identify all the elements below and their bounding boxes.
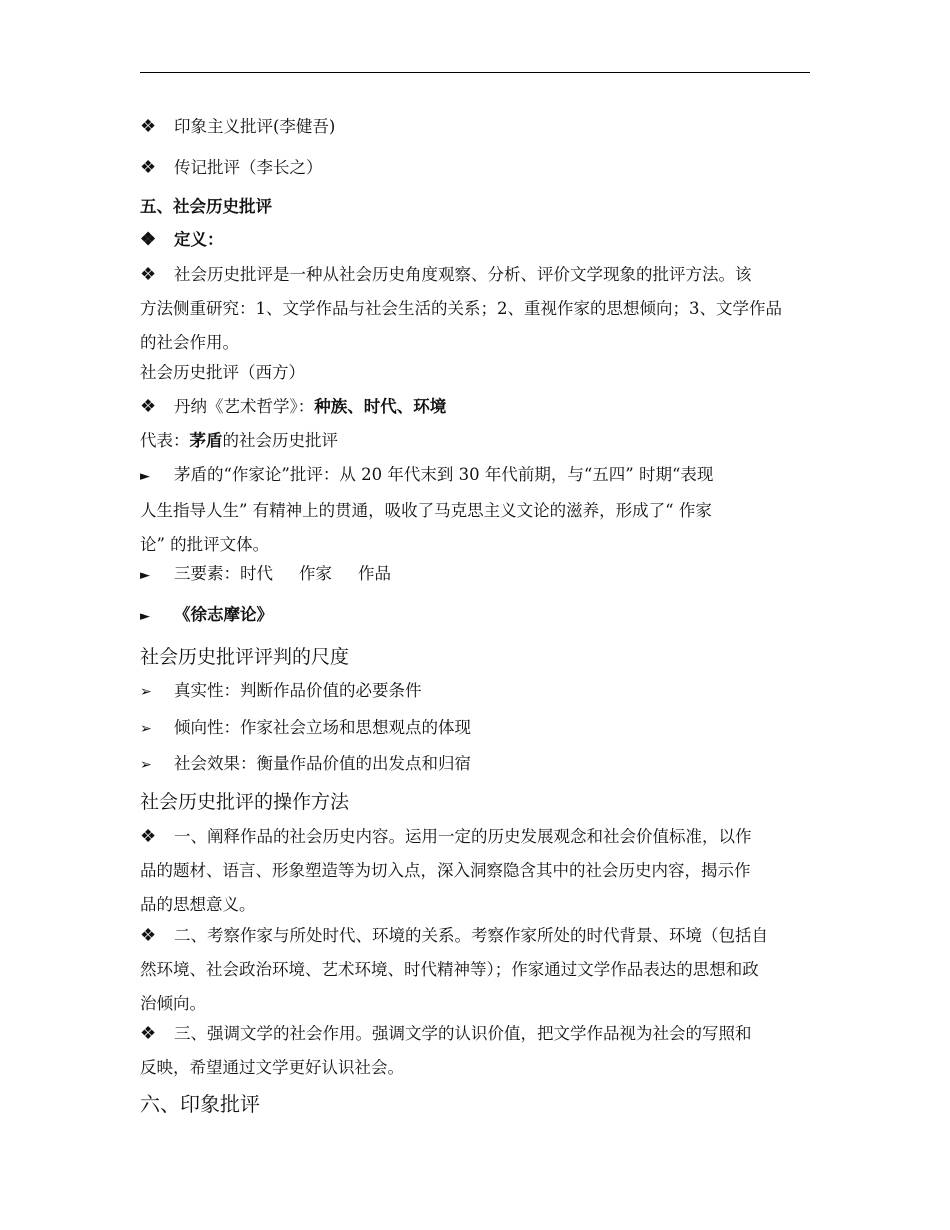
representative-line: 代表：茅盾的社会历史批评 — [140, 431, 338, 450]
diamond-bullet-icon: ❖ — [140, 826, 157, 847]
method-heading: 社会历史批评的操作方法 — [140, 791, 350, 813]
list-item: ❖ 印象主义批评(李健吾) — [140, 110, 812, 144]
scale-item: ➢ 社会效果：衡量作品价值的出发点和归宿 — [140, 747, 812, 782]
triangle-bullet-icon: ► — [140, 609, 150, 624]
diamond-bullet-icon: ❖ — [140, 1023, 157, 1044]
diamond-bullet-icon: ❖ — [140, 925, 157, 946]
diamond-bullet-icon: ❖ — [140, 157, 157, 178]
diamond-bullet-icon: ❖ — [140, 116, 157, 137]
header-rule — [140, 72, 810, 73]
triangle-bullet-icon: ► — [140, 469, 150, 484]
west-line: 社会历史批评（西方） — [140, 363, 305, 382]
triangle-bullet-icon: ► — [140, 568, 150, 583]
arrow-bullet-icon: ➢ — [140, 684, 152, 700]
scale-item: ➢ 倾向性：作家社会立场和思想观点的体现 — [140, 711, 812, 746]
three-elements-line: ► 三要素：时代 作家 作品 — [140, 557, 812, 593]
method-paragraph: ❖ 三、强调文学的社会作用。强调文学的认识价值，把文学作品视为社会的写照和 反映，希望通过文学更好认识社会。 — [140, 1017, 812, 1085]
diamond-bullet-icon: ❖ — [140, 396, 157, 417]
definition-paragraph: ❖ 社会历史批评是一种从社会历史角度观察、分析、评价文学现象的批评方法。该 方法侧重研究：1、文学作品与社会生活的关系；2、重视作家的思想倾向；3、文学作品 的社会作用。 — [140, 258, 812, 360]
definition-label: ❖ 定义： — [140, 223, 812, 257]
arrow-bullet-icon: ➢ — [140, 757, 152, 773]
scale-item: ➢ 真实性：判断作品价值的必要条件 — [140, 674, 812, 709]
diamond-bullet-icon: ❖ — [140, 229, 157, 250]
scale-heading: 社会历史批评评判的尺度 — [140, 646, 350, 668]
method-paragraph: ❖ 一、阐释作品的社会历史内容。运用一定的历史发展观念和社会价值标准，以作 品的题材、语言、形象塑造等为切入点，深入洞察隐含其中的社会历史内容，揭示作 品的思想意义。 — [140, 820, 812, 922]
diamond-bullet-icon: ❖ — [140, 264, 157, 285]
xu-zhimo-title: ► 《徐志摩论》 — [140, 598, 812, 634]
taine-line: ❖ 丹纳《艺术哲学》：种族、时代、环境 — [140, 390, 812, 424]
section-heading: 六、印象批评 — [140, 1092, 260, 1116]
maodun-paragraph: ► 茅盾的“作家论”批评：从 20 年代末到 30 年代前期，与“五四” 时期“表现 人生指导人生” 有精神上的贯通，吸收了马克思主义文论的滋养，形成了“ 作家 论” 的批评文体。 — [140, 458, 812, 562]
arrow-bullet-icon: ➢ — [140, 721, 152, 737]
method-paragraph: ❖ 二、考察作家与所处时代、环境的关系。考察作家所处的时代背景、环境（包括自 然环境、社会政治环境、艺术环境、时代精神等）；作家通过文学作品表达的思想和政 治倾向。 — [140, 919, 812, 1021]
section-heading: 五、社会历史批评 — [140, 197, 272, 216]
list-item: ❖ 传记批评（李长之） — [140, 151, 812, 185]
